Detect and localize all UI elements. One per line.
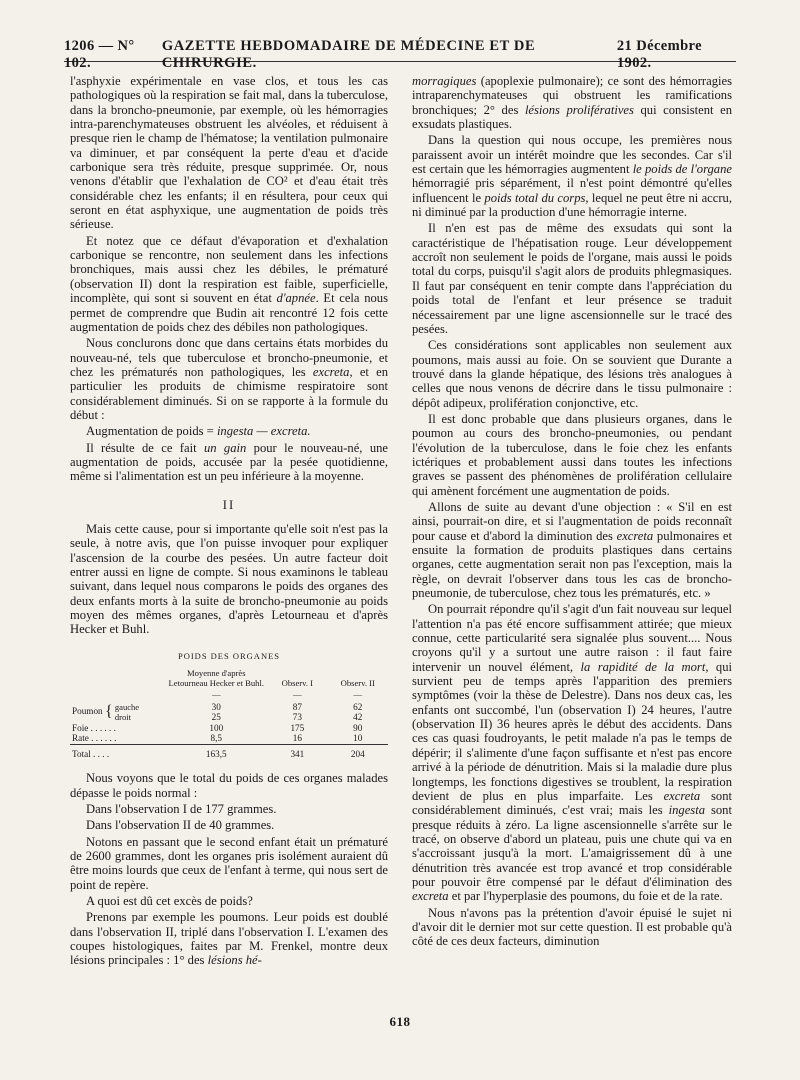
- paragraph: Notons en passant que le second enfant était un prématuré de 2600 grammes, dont les organes pris isolément auraient dû être moins lourds que ceux de l'enfant à terme, qui nous sert de point de repère.: [70, 834, 388, 892]
- section-heading: II: [222, 497, 236, 512]
- organ-weight-table: POIDS DES ORGANES Moyenne d'après Letourneau Hecker et Buhl. Observ. I Observ. II — — — Poumon { gauche droit 30 87 62 25 73 42 Foie . . . . . . 100 175 90 Rate . . . . . . 8,5 16 10 Total . . . . 163,5 341 204: [70, 651, 388, 760]
- table-cell: 42: [353, 712, 363, 723]
- formula: Augmentation de poids = ingesta — excreta.: [86, 424, 311, 439]
- paragraph: Il résulte de ce fait un gain pour le nouveau-né, une augmentation de poids, accusée par la pesée quotidienne, même si l'alimentation est un peu inférieure à la moyenne.: [70, 440, 389, 484]
- paragraph: Prenons par exemple les poumons. Leur poids est doublé dans l'observation II, triplé dans l'observation I. L'examen des coupes histologiques, faites par M. Frenkel, montre deux lésions principales : 1° des lésions hé-: [70, 910, 388, 968]
- row-label: Total . . . .: [70, 744, 165, 759]
- paragraph: Il n'en est pas de même des exsudats qui sont la caractéristique de l'hépatisation rouge. Leur développement accroît non seulement le poids de l'organe, mais aussi le poids total du corps, puisqu'il s'agit alors de produits phlegmasiques. Il faut par conséquent en tenir compte dans l'appréciation du poids total de l'enfant et leur présence se traduit nécessairement par une ligne ascensionnelle sur le tracé des pesées.: [412, 221, 732, 336]
- table-cell: 25: [211, 712, 221, 723]
- paragraph: Nous n'avons pas la prétention d'avoir épuisé le sujet ni d'avoir dit le dernier mot sur cette question. Il est probable qu'à côté de ces deux facteurs, diminution: [412, 905, 732, 949]
- table-row: Poumon { gauche droit 30 87 62: [70, 702, 388, 713]
- row-label: Foie . . . . . .: [72, 722, 116, 733]
- paragraph: Il est donc probable que dans plusieurs organes, dans le poumon au cours des broncho-pneumonies, ou pendant l'évolution de la tuberculose, dans le foie chez les enfants ictériques et probablement aussi dans toutes les infections graves se passent des phénomènes de prolifération cellulaire qui amènent forcément une augmentation de poids.: [412, 411, 732, 498]
- paragraph: Et notez que ce défaut d'évaporation et d'exhalation carbonique se rencontre, non seulement dans les infections bronchiques, mais aussi chez les débiles, le prématuré (observation II) dont la respiration est faible, superficielle, incomplète, qui sont si souvent en état d'apnée. Et cela nous permet de comprendre que Budin ait rencontré 12 fois cette augmentation de poids chez des débiles non pathologiques.: [70, 233, 388, 334]
- table-cell: 90: [353, 722, 363, 733]
- paragraph: Allons de suite au devant d'une objection : « S'il en est ainsi, pourrait-on dire, et si l'augmentation de poids reconnaît pour cause et d'abord la diminution des excreta pulmonaires et ensuite la formation de produits plastiques dans certains organes, cette augmentation serait non pas l'exception, mais la règle, on devrait l'observer dans tous les cas de broncho-pneumonie, de tuberculose, chez tous les prématurés, etc. »: [412, 499, 732, 601]
- page-number: 618: [389, 1014, 411, 1029]
- list-item: Dans l'observation II de 40 grammes.: [86, 818, 275, 833]
- paragraph: Nous voyons que le total du poids de ces organes malades dépasse le poids normal :: [70, 771, 388, 800]
- paragraph: morragiques (apoplexie pulmonaire); ce sont des hémorragies intraparenchymateuses qui obstruent les ramifications bronchiques; 2° des lésions prolifératives qui consistent en exsudats plastiques.: [412, 74, 733, 132]
- running-header: [64, 38, 736, 71]
- table-row: [70, 723, 388, 734]
- table-cell: 73: [292, 712, 302, 723]
- paragraph: On pourrait répondre qu'il s'agit d'un fait nouveau sur lequel l'attention n'a pas été encore suffisamment attirée; que mieux connue, cette particularité sera signalée plus souvent.... Nous croyons qu'il y a surtout une autre raison : il faut faire intervenir un nouvel élément, la rapidité de la mort, qui survient peu de temps après l'apparition des premiers symptômes (voir la thèse de Delestre). Dans nos deux cas, les enfants ont succombé, l'un (observation I) 24 heures, l'autre (observation II) 36 heures après le début des accidents. Dans ces cas quasi foudroyants, le petit malade n'a pas le temps de dépérir; il s'alimente d'une façon suffisante et n'est pas encore arrivé à la période de dénutrition. Mais si la maladie dure plus longtemps, les fonctions digestives se troublent, la respiration devient de plus en plus imparfaite. Les excreta sont considérablement diminués, c'est vrai; mais les ingesta sont presque réduits à zéro. La ligne ascensionnelle s'arrête sur le tracé, on observe d'abord un plateau, puis une chute qui va en s'accroissant jusqu'à la mort. L'amaigrissement dû à une dénutrition très avancée est trop avancé et trop considérable pour pouvoir être compensé par le défaut d'élimination des excreta et par l'hyperplasie des poumons, du foie et de la rate.: [412, 602, 733, 904]
- paragraph: Mais cette cause, pour si importante qu'elle soit n'est pas la seule, à notre avis, que l'on puisse invoquer pour expliquer l'ascension de la courbe des pesées. Un autre facteur doit entrer aussi en ligne de compte. Si nous examinons le tableau suivant, dans lequel nous comparons le poids des organes des deux enfants morts à la suite de broncho-pneumonie au poids moyen des mêmes organes, d'après Letourneau et d'après Hecker et Buhl.: [70, 521, 388, 637]
- table-row: [70, 733, 388, 744]
- paragraph: Ces considérations sont applicables non seulement aux poumons, mais aussi au foie. On se souvient que Durante a trouvé dans la glande hépatique, des lésions très analogues à celles que nous venons de décrire dans le tissu pulmonaire : dépôt adipeux, prolifération conjonctive, etc.: [412, 338, 732, 410]
- paragraph: Dans la question qui nous occupe, les premières nous paraissent avoir un intérêt moindre que les secondes. Car s'il est certain que les hémorragies augmentent le poids de l'organe hémorragié pris séparément, il n'est point démontré qu'elles influencent le poids total du corps, lequel ne peut être ni accru, ni diminué par la production d'une hémorragie interne.: [412, 133, 732, 220]
- table-cell: 10: [353, 733, 363, 744]
- row-label: Rate . . . . . .: [72, 733, 117, 744]
- table-title: POIDS DES ORGANES: [177, 650, 280, 661]
- table-cell: 62: [353, 701, 363, 712]
- issue-number: 1206 — N° 102.: [64, 38, 135, 71]
- table-cell: 175: [290, 722, 305, 733]
- table-cell: 87: [292, 701, 302, 712]
- paragraph: l'asphyxie expérimentale en vase clos, et tous les cas pathologiques où la respiration se fait mal, dans la tuberculose, dans la broncho-pneumonie, par exemple, où les hémorragies intra-parenchymateuses obstruent les alvéoles, et réduisent à presque rien le champ de l'hématose; la ventilation pulmonaire va diminuer, et par conséquent la perte d'eau et d'acide carbonique sera très réduite, presque supprimée. Or, nous venons d'établir que l'exhalation de CO² et d'eau était très considérable chez les enfants; il en résultera, pour ceux qui seront en état asphyxique, une augmentation de poids très sérieuse.: [70, 74, 388, 232]
- table-cell: 30: [211, 701, 221, 712]
- table-cell: 341: [267, 744, 327, 759]
- journal-title: GAZETTE HEBDOMADAIRE DE MÉDECINE ET DE CHIRURGIE.: [161, 38, 536, 71]
- table-cell: 163,5: [165, 744, 267, 759]
- column-header: Observ. II: [340, 677, 375, 688]
- left-column: [70, 74, 388, 970]
- paragraph: A quoi est dû cet excès de poids?: [86, 893, 253, 908]
- column-header: Observ. I: [281, 677, 314, 688]
- table-cell: 100: [209, 722, 224, 733]
- paragraph: Nous conclurons donc que dans certains états morbides du nouveau-né, tels que tuberculose et broncho-pneumonie, et chez les prématurés non pathologiques, les excreta, et en particulier les produits de chimisme respiratoire sont considérablement diminués. Si on se rapporte à la formule du début :: [70, 336, 389, 422]
- issue-date: 21 Décembre 1902.: [616, 38, 702, 71]
- list-item: Dans l'observation I de 177 grammes.: [86, 801, 277, 816]
- row-label: Poumon: [72, 706, 103, 717]
- table-cell: 8,5: [210, 733, 222, 744]
- table-total-row: [70, 744, 388, 759]
- column-header: Moyenne d'après Letourneau Hecker et Buhl.: [168, 668, 264, 688]
- right-column: [412, 74, 732, 951]
- table-cell: 16: [292, 733, 302, 744]
- table-cell: 204: [328, 744, 388, 759]
